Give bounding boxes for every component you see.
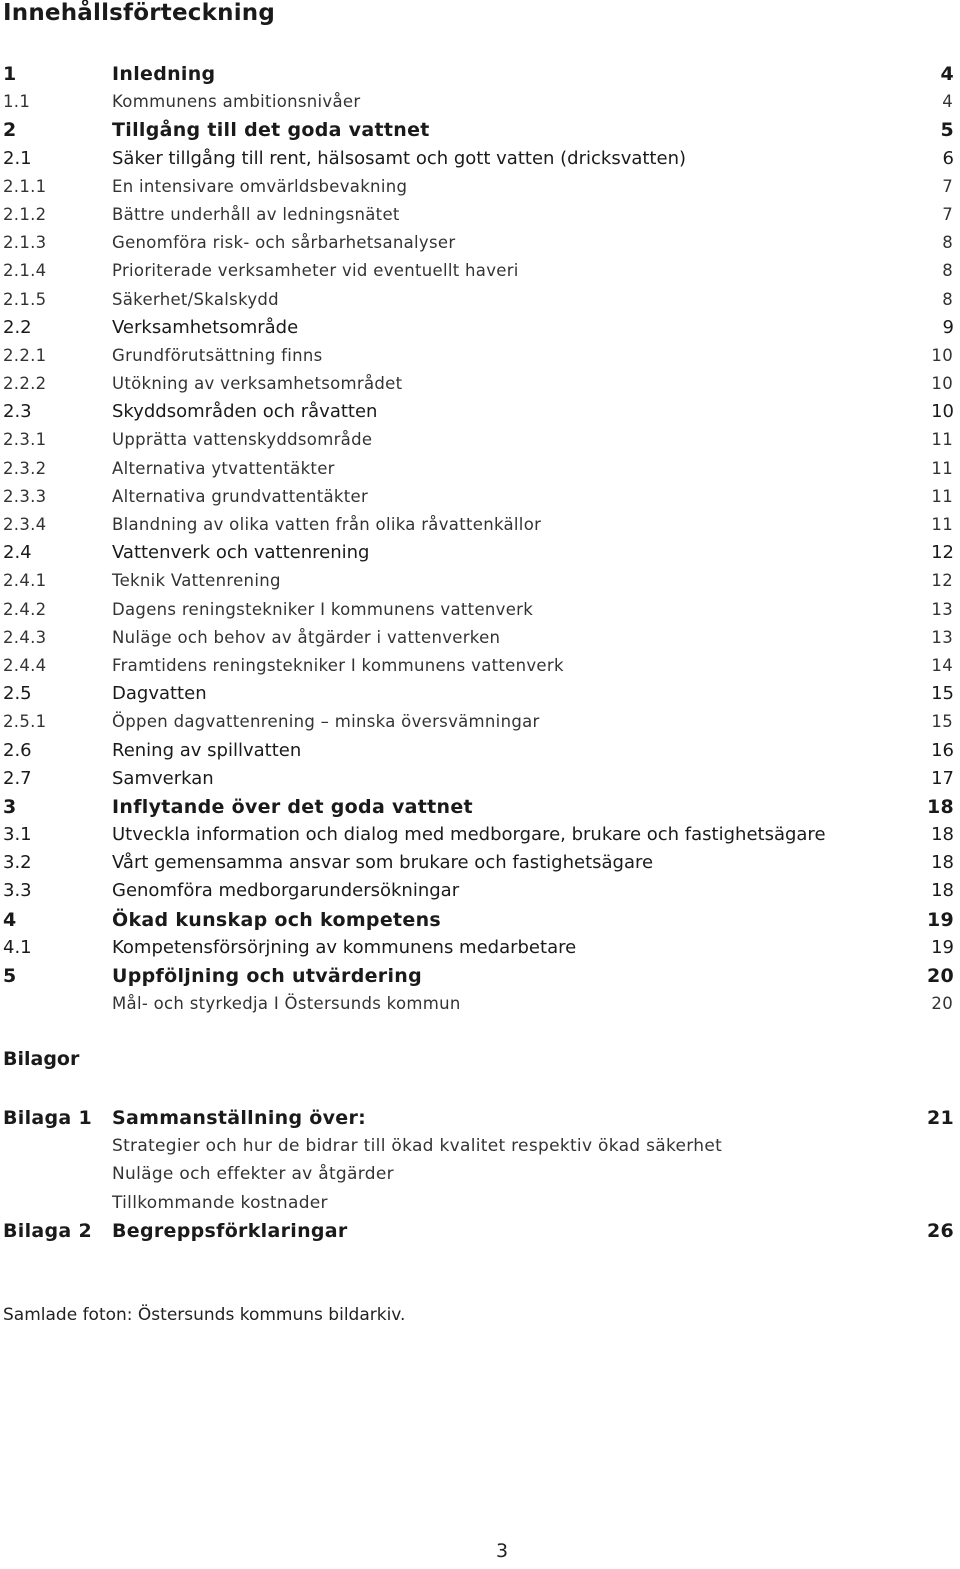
- toc-entry-num: 2.5.1: [3, 712, 47, 732]
- toc-entry-num: 2.1.3: [3, 233, 47, 253]
- toc-entry-num: 3.1: [3, 824, 32, 846]
- bilaga-entry-num: Bilaga 1: [3, 1107, 92, 1129]
- toc-entry-title: Prioriterade verksamheter vid eventuellt haveri: [112, 261, 519, 281]
- bilagor-list: [0, 1104, 960, 1245]
- toc-entry-title: Nuläge och behov av åtgärder i vattenverken: [112, 627, 501, 647]
- toc-entry[interactable]: [0, 567, 960, 595]
- toc-entry[interactable]: [0, 821, 960, 849]
- toc-entry-num: 1: [3, 63, 17, 85]
- toc-entry-page: 9: [942, 316, 954, 338]
- toc-entry-num: 2.7: [3, 767, 32, 789]
- toc-entry-num: 2.4.1: [3, 571, 47, 591]
- toc-entry-title: Upprätta vattenskyddsområde: [112, 430, 373, 450]
- toc-entry-num: 2.3.2: [3, 458, 47, 478]
- toc-entry-num: 2.3: [3, 401, 32, 423]
- bilaga-entry-page: 26: [926, 1219, 954, 1242]
- toc-entry[interactable]: [0, 426, 960, 454]
- toc-entry-title: Säkerhet/Skalskydd: [112, 289, 279, 309]
- toc-entry[interactable]: [0, 342, 960, 370]
- toc-entry[interactable]: [0, 737, 960, 765]
- toc-entry-num: 2.2.1: [3, 345, 47, 365]
- toc-entry-title: Utveckla information och dialog med medborgare, brukare och fastighetsägare: [112, 824, 826, 846]
- toc-entry[interactable]: [0, 370, 960, 398]
- toc-entry-title: En intensivare omvärldsbevakning: [112, 176, 408, 196]
- toc-entry[interactable]: [0, 877, 960, 905]
- toc-entry-page: 16: [931, 739, 954, 761]
- toc-entry-title: Inflytande över det goda vattnet: [112, 795, 473, 818]
- toc-entry-page: 15: [931, 683, 954, 705]
- toc-entry-title: Blandning av olika vatten från olika råvattenkällor: [112, 515, 542, 534]
- toc-entry[interactable]: [0, 511, 960, 539]
- toc-entry-title: Verksamhetsområde: [112, 316, 299, 338]
- toc-entry[interactable]: [0, 793, 960, 821]
- toc-entry-page: 8: [942, 233, 953, 253]
- toc-entry-page: 18: [931, 824, 954, 846]
- toc-entry-page: 6: [942, 147, 954, 169]
- toc-entry[interactable]: [0, 173, 960, 201]
- toc-entry-num: 2.2: [3, 316, 32, 338]
- toc-entry-page: 7: [942, 204, 953, 224]
- toc-entry[interactable]: [0, 680, 960, 708]
- toc-entry[interactable]: [0, 652, 960, 680]
- bilaga-entry-num: Bilaga 2: [3, 1219, 92, 1242]
- toc-entry[interactable]: [0, 60, 960, 88]
- toc-entry[interactable]: [0, 483, 960, 511]
- toc-entry[interactable]: [0, 398, 960, 426]
- toc-entry-num: 2.1.5: [3, 289, 47, 309]
- toc-entry-page: 10: [931, 401, 954, 423]
- toc-entry-title: Öppen dagvattenrening – minska översvämningar: [112, 712, 540, 732]
- toc-entry[interactable]: [0, 257, 960, 285]
- toc-entry-title: Teknik Vattenrening: [112, 571, 281, 591]
- toc-entry-num: 2.1.2: [3, 204, 47, 224]
- toc-entry-page: 5: [940, 119, 954, 142]
- toc-entry[interactable]: [0, 990, 960, 1018]
- toc-entry-num: 2.3.1: [3, 430, 47, 450]
- toc-entry-title: Bättre underhåll av ledningsnätet: [112, 204, 400, 224]
- toc-entry-num: 2.3.3: [3, 486, 47, 506]
- toc-entry-num: 2.4.4: [3, 655, 47, 675]
- toc-entry-page: 18: [926, 795, 954, 818]
- toc-entry-num: 2.4: [3, 542, 32, 564]
- toc-entry-num: 2.4.3: [3, 627, 47, 647]
- toc-entry-page: 11: [931, 486, 953, 506]
- toc-entry-page: 20: [926, 965, 954, 987]
- bilaga-entry-title: Sammanställning över:: [112, 1107, 367, 1129]
- bilaga-entry-title: Nuläge och effekter av åtgärder: [112, 1164, 394, 1185]
- toc-entry[interactable]: [0, 934, 960, 962]
- toc-entry[interactable]: [0, 286, 960, 314]
- toc-entry-page: 7: [942, 176, 953, 196]
- toc-entry-page: 20: [931, 994, 953, 1014]
- bilaga-entry[interactable]: [0, 1217, 960, 1245]
- toc-entry[interactable]: [0, 201, 960, 229]
- toc-entry-page: 12: [931, 542, 954, 564]
- toc-entry-num: 4: [3, 908, 17, 931]
- toc-entry-page: 4: [940, 63, 954, 85]
- toc-entry-title: Framtidens reningstekniker I kommunens vattenverk: [112, 655, 564, 675]
- toc-entry-num: 3.3: [3, 880, 32, 902]
- page-title: Innehållsförteckning: [3, 0, 276, 26]
- toc-entry-title: Skyddsområden och råvatten: [112, 401, 378, 423]
- toc-entry-title: Kommunens ambitionsnivåer: [112, 92, 361, 112]
- toc-entry-title: Rening av spillvatten: [112, 739, 302, 761]
- toc-entry-num: 2.1.4: [3, 261, 47, 281]
- toc-entry-title: Mål- och styrkedja I Östersunds kommun: [112, 994, 461, 1014]
- toc-entry-page: 19: [926, 908, 954, 931]
- toc-entry[interactable]: [0, 88, 960, 116]
- toc-entry-num: 5: [3, 965, 17, 987]
- toc-entry[interactable]: [0, 229, 960, 257]
- bilaga-entry-title: Strategier och hur de bidrar till ökad kvalitet respektiv ökad säkerhet: [112, 1136, 723, 1157]
- toc-entry-title: Samverkan: [112, 767, 214, 789]
- toc-entry-num: 4.1: [3, 936, 32, 958]
- toc-entry-page: 8: [942, 289, 953, 309]
- toc-entry-page: 19: [931, 936, 954, 958]
- toc-entry-title: Inledning: [112, 63, 216, 85]
- toc-entry[interactable]: [0, 906, 960, 934]
- toc-entry-num: 2.6: [3, 739, 32, 761]
- toc-entry-page: 11: [931, 458, 953, 478]
- bilaga-entry-title: Tillkommande kostnader: [112, 1192, 328, 1213]
- toc-entry[interactable]: [0, 962, 960, 990]
- toc-entry-page: 14: [931, 655, 953, 675]
- toc-entry-page: 10: [931, 345, 953, 365]
- toc-entry-page: 12: [931, 571, 953, 591]
- toc-entry-title: Alternativa grundvattentäkter: [112, 486, 369, 506]
- toc-entry-title: Dagens reningstekniker I kommunens vattenverk: [112, 599, 534, 619]
- toc-entry-page: 11: [931, 515, 953, 534]
- toc-entry-page: 13: [931, 599, 953, 619]
- toc-entry-page: 4: [942, 92, 953, 112]
- bilaga-entry[interactable]: [0, 1104, 960, 1132]
- toc-entry-title: Kompetensförsörjning av kommunens medarbetare: [112, 936, 577, 958]
- toc-entry[interactable]: [0, 596, 960, 624]
- toc-entry-title: Alternativa ytvattentäkter: [112, 458, 335, 478]
- toc-entry-title: Ökad kunskap och kompetens: [112, 908, 442, 931]
- toc-entry-page: 18: [931, 852, 954, 874]
- toc-entry[interactable]: [0, 116, 960, 144]
- toc-entry-num: 3: [3, 795, 17, 818]
- bilaga-entry: [0, 1189, 960, 1217]
- toc-entry-num: 1.1: [3, 92, 31, 112]
- toc-entry-num: 2.1: [3, 147, 32, 169]
- toc-entry-num: 2.5: [3, 683, 32, 705]
- toc-entry[interactable]: [0, 624, 960, 652]
- toc-entry-num: 3.2: [3, 852, 32, 874]
- bilagor-heading: Bilagor: [3, 1048, 80, 1070]
- toc-entry[interactable]: [0, 849, 960, 877]
- toc-entry-title: Uppföljning och utvärdering: [112, 965, 422, 987]
- toc-entry-page: 10: [931, 374, 953, 394]
- toc-entry-page: 17: [931, 767, 954, 789]
- bilaga-entry: [0, 1132, 960, 1160]
- bilaga-entry: [0, 1160, 960, 1188]
- toc-entry-page: 18: [931, 880, 954, 902]
- toc-entry-num: 2.3.4: [3, 515, 47, 534]
- toc-entry[interactable]: [0, 765, 960, 793]
- toc-entry-title: Tillgång till det goda vattnet: [112, 119, 430, 142]
- toc-entry-title: Genomföra risk- och sårbarhetsanalyser: [112, 233, 456, 253]
- page-number: 3: [496, 1540, 509, 1562]
- toc-entry[interactable]: [0, 708, 960, 736]
- toc-entry-num: 2.2.2: [3, 374, 47, 394]
- toc-entry-page: 15: [931, 712, 953, 732]
- toc-entry-title: Vattenverk och vattenrening: [112, 542, 370, 564]
- toc-entry-title: Vårt gemensamma ansvar som brukare och fastighetsägare: [112, 852, 654, 874]
- toc-entry[interactable]: [0, 314, 960, 342]
- toc-entry-title: Dagvatten: [112, 683, 207, 705]
- toc-entry-title: Säker tillgång till rent, hälsosamt och gott vatten (dricksvatten): [112, 147, 686, 169]
- toc-entry-page: 8: [942, 261, 953, 281]
- toc-entry-title: Grundförutsättning finns: [112, 345, 323, 365]
- toc-entry-title: Genomföra medborgarundersökningar: [112, 880, 460, 902]
- toc-entry-page: 13: [931, 627, 953, 647]
- toc-entry[interactable]: [0, 145, 960, 173]
- toc-entry[interactable]: [0, 539, 960, 567]
- table-of-contents: [0, 60, 960, 1018]
- toc-entry[interactable]: [0, 455, 960, 483]
- toc-entry-page: 11: [931, 430, 953, 450]
- photo-credit: Samlade foton: Östersunds kommuns bildarkiv.: [3, 1305, 406, 1325]
- toc-entry-num: 2.1.1: [3, 176, 47, 196]
- bilaga-entry-title: Begreppsförklaringar: [112, 1219, 348, 1242]
- toc-entry-title: Utökning av verksamhetsområdet: [112, 374, 403, 394]
- bilaga-entry-page: 21: [926, 1107, 954, 1129]
- toc-entry-num: 2: [3, 119, 17, 142]
- toc-entry-num: 2.4.2: [3, 599, 47, 619]
